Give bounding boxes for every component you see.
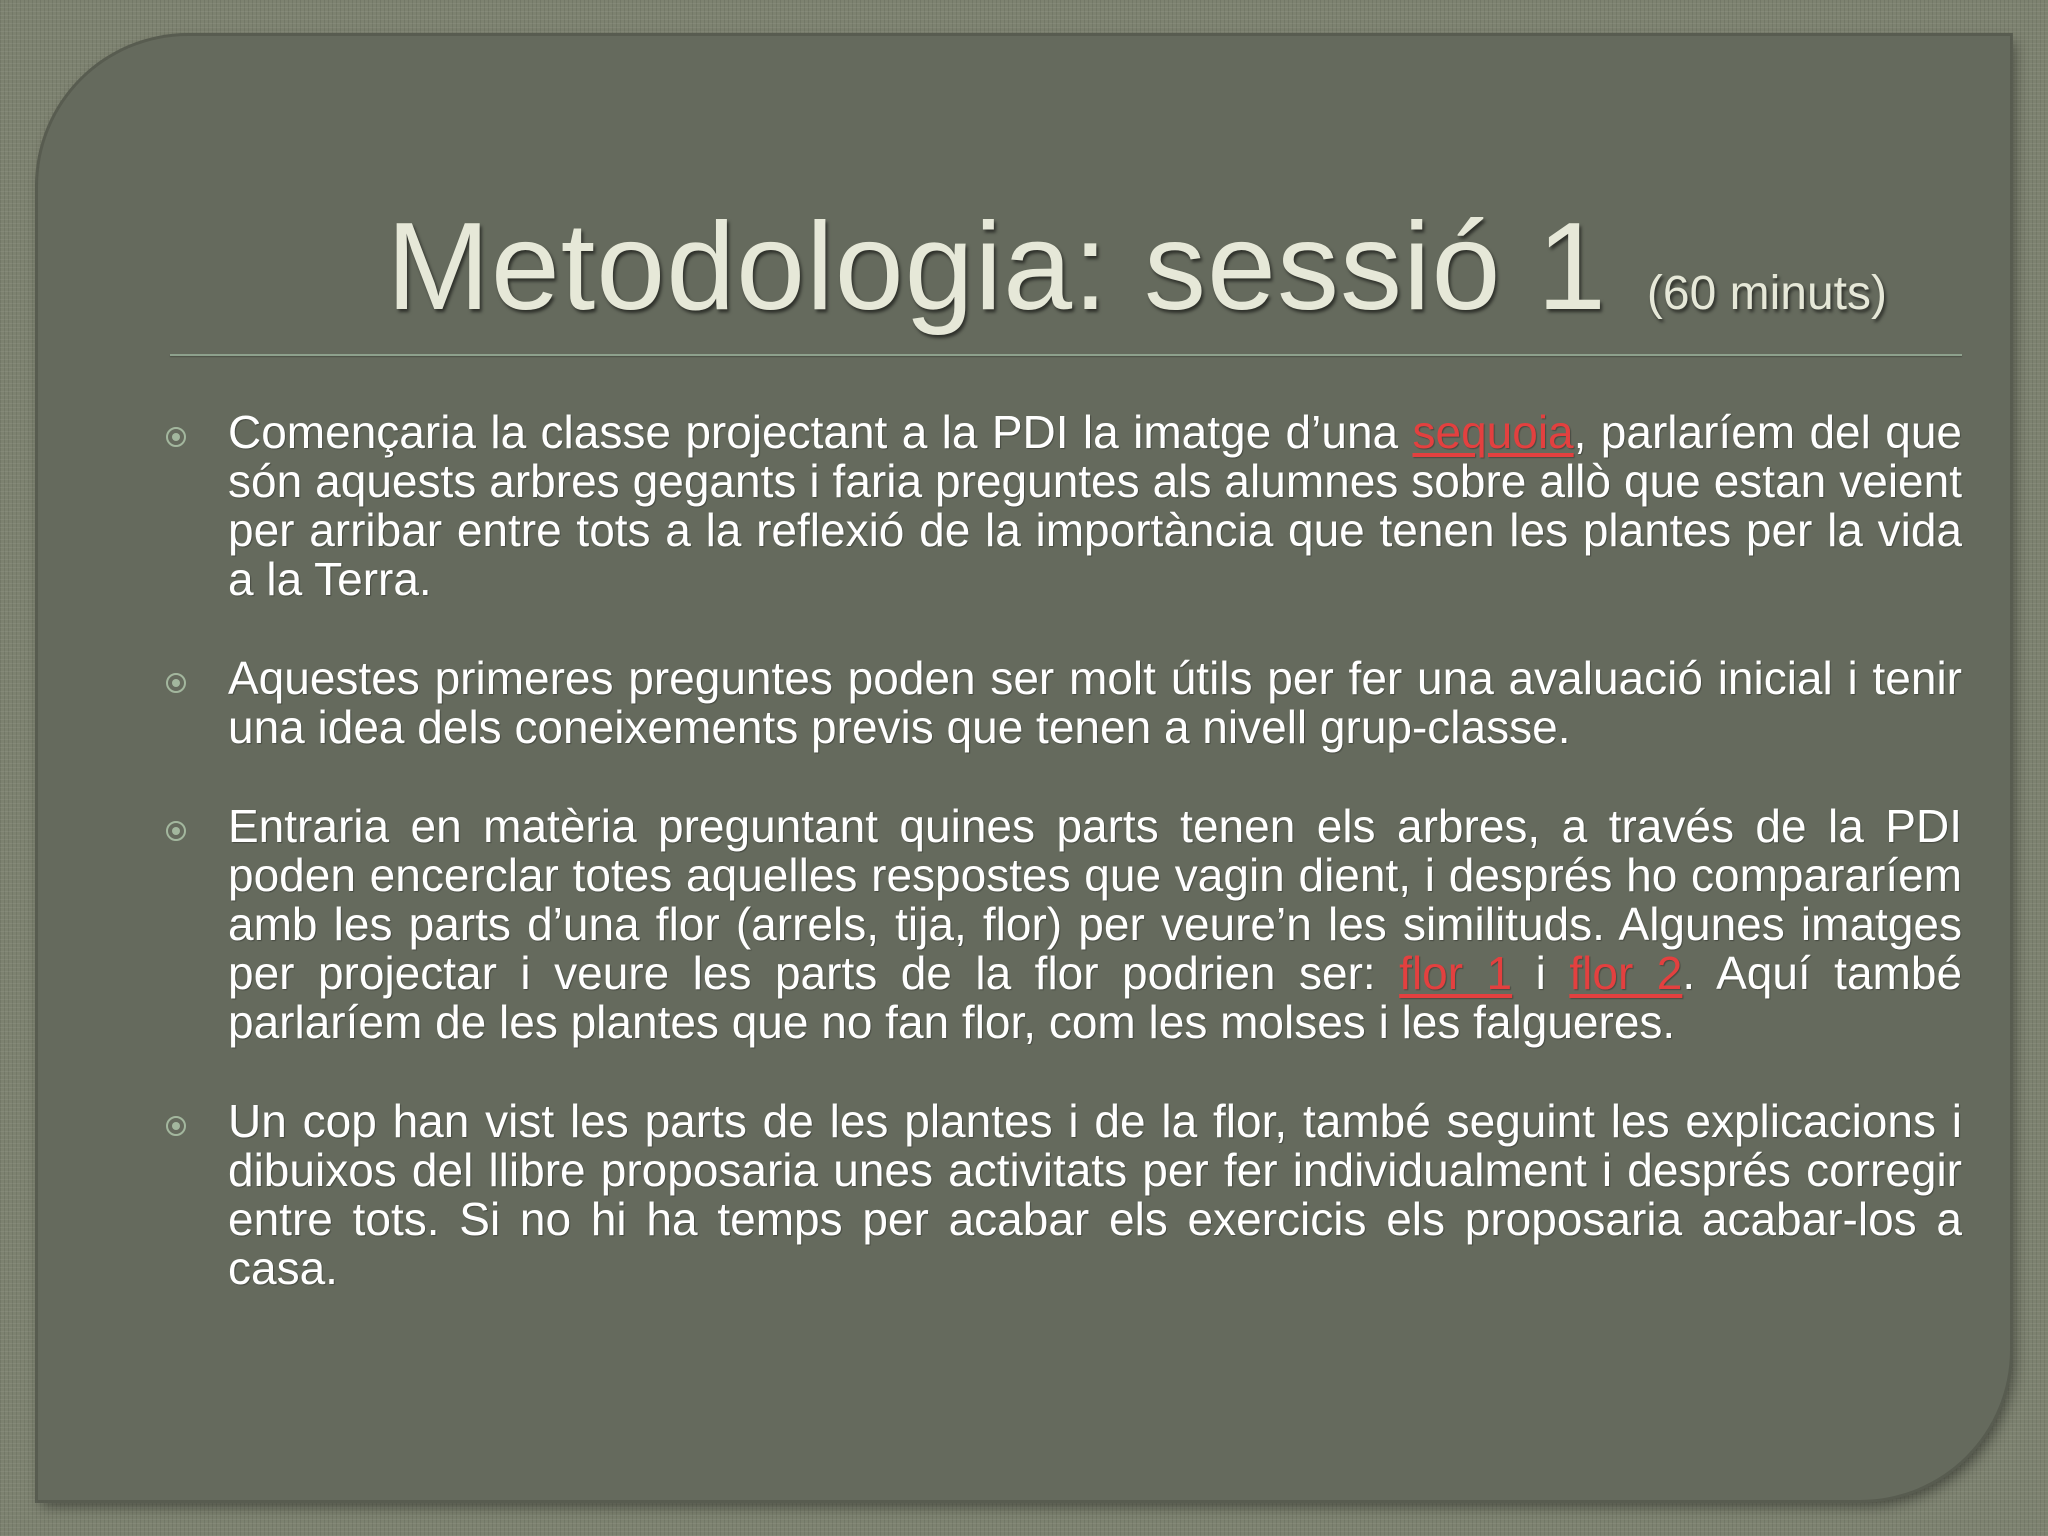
circle-dot-icon	[166, 1116, 186, 1136]
bullet-item-1	[166, 408, 1962, 604]
bullet-1-text-before: Començaria la classe projectant a la PDI la imatge d’una	[228, 406, 1413, 458]
slide-title	[38, 196, 1887, 338]
slide-title-main: Metodologia: sessió 1	[386, 198, 1607, 336]
bullet-4-text: Un cop han vist les parts de les plantes i de la flor, també seguint les explicacions i dibuixos del llibre proposaria unes activitats per fer individualment i després corregir entre tots. Si no hi ha temps per acabar els exercicis els proposaria acabar-los a casa.	[228, 1095, 1962, 1294]
title-divider	[170, 354, 1962, 356]
bullet-3-text-before: Entraria en matèria preguntant quines parts tenen els arbres, a través de la PDI poden encerclar totes aquelles respostes que vagin dient, i després ho compararíem amb les parts d’una flor (arrels, tija, flor) per veure’n les similituds. Algunes imatges per projectar i veure les parts de la flor podrien ser:	[228, 800, 1962, 999]
slide-panel	[38, 36, 2010, 1500]
bullet-list	[166, 408, 1962, 1343]
bullet-3-text-after: . Aquí també parlaríem de les plantes que no fan flor, com les molses i les falgueres.	[228, 947, 1963, 1048]
bullet-item-3	[166, 802, 1962, 1047]
circle-dot-icon	[166, 673, 186, 693]
bullet-1-text-after: , parlaríem del que són aquests arbres gegants i faria preguntes als alumnes sobre allò que estan veient per arribar entre tots a la reflexió de la importància que tenen les plantes per la vida a la Terra.	[228, 406, 1962, 605]
bullet-item-2	[166, 654, 1962, 752]
circle-dot-icon	[166, 821, 186, 841]
link-flor-2[interactable]: flor 2	[1569, 947, 1683, 999]
bullet-3-text-middle: i	[1512, 947, 1570, 999]
bullet-item-4	[166, 1097, 1962, 1293]
slide-title-note: (60 minuts)	[1646, 267, 1887, 320]
bullet-2-text: Aquestes primeres preguntes poden ser molt útils per fer una avaluació inicial i tenir una idea dels coneixements previs que tenen a nivell grup-classe.	[228, 652, 1962, 753]
circle-dot-icon	[166, 427, 186, 447]
link-flor-1[interactable]: flor 1	[1399, 947, 1513, 999]
link-sequoia[interactable]: sequoia	[1412, 406, 1574, 458]
